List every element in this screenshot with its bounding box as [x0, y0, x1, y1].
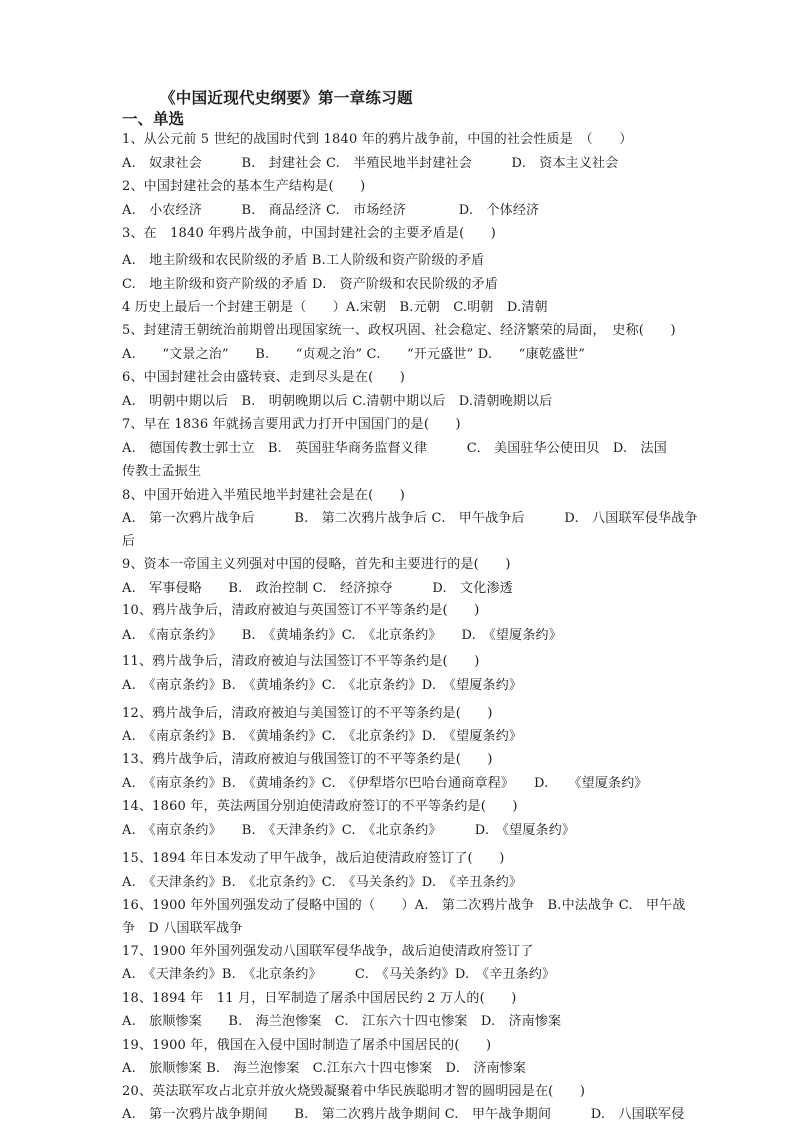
question-line: 8、中国开始进入半殖民地半封建社会是在( )	[122, 488, 406, 503]
options-line: A. 奴隶社会 B. 封建社会 C. 半殖民地半封建社会 D. 资本主义社会	[122, 156, 619, 171]
options-line: A. 军事侵略 B. 政治控制 C. 经济掠夺 D. 文化渗透	[122, 581, 513, 596]
options-line: A. 《天津条约》B. 《北京条约》C. 《马关条约》D. 《辛丑条约》	[122, 875, 523, 890]
question-line: 9、资本一帝国主义列强对中国的侵略，首先和主要进行的是( )	[122, 557, 511, 572]
question-line: 14、1860 年，英法两国分别迫使清政府签订的不平等条约是( )	[122, 799, 518, 814]
options-line: 争 D 八国联军战争	[122, 921, 243, 936]
options-line: A. 《南京条约》 B. 《天津条约》C. 《北京条约》 D. 《望厦条约》	[122, 823, 576, 838]
options-line: A. 《南京条约》B. 《黄埔条约》C. 《北京条约》D. 《望厦条约》	[122, 678, 523, 693]
question-line: 4 历史上最后一个封建王朝是（ ）A.宋朝 B.元朝 C.明朝 D.清朝	[122, 300, 548, 315]
options-line: A. 《天津条约》B. 《北京条约》 C. 《马关条约》D. 《辛丑条约》	[122, 967, 556, 982]
options-line: A. “文景之治” B. “贞观之治” C. “开元盛世” D. “康乾盛世”	[122, 347, 586, 362]
question-line: 1、从公元前 5 世纪的战国时代到 1840 年的鸦片战争前，中国的社会性质是 （ ）	[122, 132, 633, 147]
page-title: 《中国近现代史纲要》第一章练习题	[160, 88, 413, 107]
options-line: A. 《南京条约》 B. 《黄埔条约》C. 《北京条约》 D. 《望厦条约》	[122, 628, 562, 643]
options-line: 后	[122, 534, 136, 549]
question-line: 10、鸦片战争后，清政府被迫与英国签订不平等条约是( )	[122, 603, 480, 618]
question-line: 5、封建清王朝统治前期曾出现国家统一、政权巩固、社会稳定、经济繁荣的局面， 史称( )	[122, 323, 676, 338]
question-line: 13、鸦片战争后，清政府被迫与俄国签订的不平等条约是( )	[122, 752, 493, 767]
options-line: A. 德国传教士郭士立 B. 英国驻华商务监督义律 C. 美国驻华公使田贝 D. 法国	[122, 441, 667, 456]
options-line: A. 旅顺惨案 B. 海兰泡惨案 C.江东六十四屯惨案 D. 济南惨案	[122, 1061, 527, 1076]
question-line: 17、1900 年外国列强发动八国联军侵华战争，战后迫使清政府签订了	[122, 944, 534, 959]
options-line: A. 地主阶级和农民阶级的矛盾 B.工人阶级和资产阶级的矛盾	[122, 253, 485, 268]
question-line: 18、1894 年 11 月，日军制造了屠杀中国居民约 2 万人的( )	[122, 991, 517, 1006]
options-line: A. 旅顺惨案 B. 海兰泡惨案 C. 江东六十四屯惨案 D. 济南惨案	[122, 1014, 562, 1029]
question-line: 15、1894 年日本发动了甲午战争，战后迫使清政府签订了( )	[122, 851, 505, 866]
options-line: A. 小农经济 B. 商品经济 C. 市场经济 D. 个体经济	[122, 203, 540, 218]
question-line: 20、英法联军攻占北京并放火烧毁凝聚着中华民族聪明才智的圆明园是在( )	[122, 1084, 586, 1099]
question-line: 19、1900 年，俄国在入侵中国时制造了屠杀中国居民的( )	[122, 1038, 492, 1053]
question-line: 7、早在 1836 年就扬言要用武力打开中国国门的是( )	[122, 417, 461, 432]
question-line: 6、中国封建社会由盛转衰、走到尽头是在( )	[122, 370, 406, 385]
options-line: A. 第一次鸦片战争期间 B. 第二次鸦片战争期间 C. 甲午战争期间 D. 八国联军侵	[122, 1107, 685, 1122]
options-line: A. 《南京条约》B. 《黄埔条约》C. 《北京条约》D. 《望厦条约》	[122, 729, 523, 744]
section-heading: 一、单选	[122, 109, 185, 128]
question-line: 3、在 1840 年鸦片战争前，中国封建社会的主要矛盾是( )	[122, 226, 497, 241]
question-line: 16、1900 年外国列强发动了侵略中国的（ ）A. 第二次鸦片战争 B.中法战争 C. 甲午战	[122, 898, 686, 913]
options-line: 传教士孟振生	[122, 464, 202, 479]
question-line: 12、鸦片战争后，清政府被迫与美国签订的不平等条约是( )	[122, 706, 493, 721]
question-line: 2、中国封建社会的基本生产结构是( )	[122, 179, 366, 194]
options-line: C. 地主阶级和资产阶级的矛盾 D. 资产阶级和农民阶级的矛盾	[122, 277, 499, 292]
options-line: A. 《南京条约》B. 《黄埔条约》C. 《伊犁塔尔巴哈台通商章程》 D. 《望厦条约》	[122, 776, 648, 791]
options-line: A. 第一次鸦片战争后 B. 第二次鸦片战争后 C. 甲午战争后 D. 八国联军侵华战争	[122, 511, 698, 526]
options-line: A. 明朝中期以后 B. 明朝晚期以后 C.清朝中期以后 D.清朝晚期以后	[122, 394, 553, 409]
question-line: 11、鸦片战争后，清政府被迫与法国签订不平等条约是( )	[122, 654, 480, 669]
